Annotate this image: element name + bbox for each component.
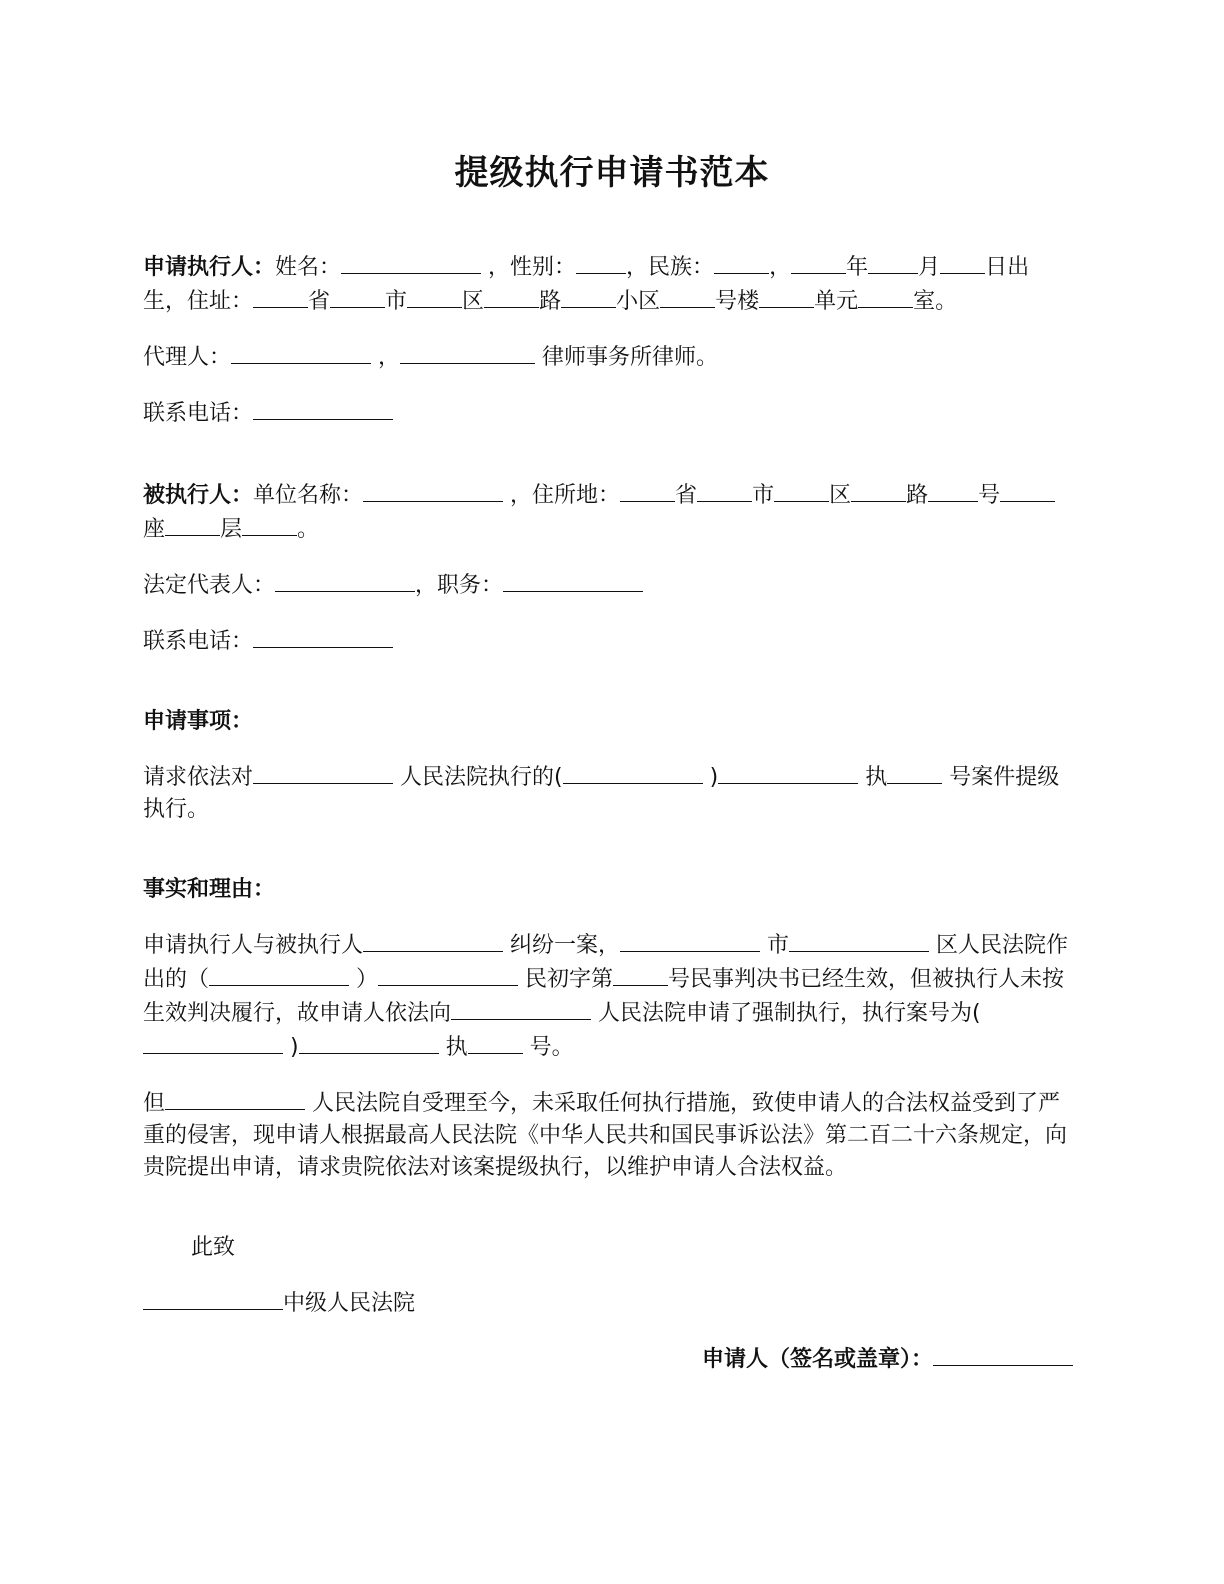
facts-text: 民初字第 (525, 967, 614, 992)
facts-text: 申请执行人与被执行人 (143, 933, 364, 958)
facts-text: 区人民法院作出的（ (143, 933, 1069, 992)
case-number-blank[interactable] (887, 760, 942, 784)
legal-rep-label: 法定代表人： (143, 573, 276, 598)
ethnicity-label: ，民族： (626, 255, 715, 280)
document-body (143, 250, 1073, 1376)
case-prefix-blank[interactable] (718, 760, 858, 784)
legal-rep-blank[interactable] (275, 568, 415, 592)
salutation: 此致 (191, 1235, 236, 1260)
phone-label: 联系电话： (143, 629, 254, 654)
road-blank[interactable] (484, 284, 539, 308)
year-label: 年 (846, 255, 869, 280)
respondent-phone-paragraph (143, 624, 1073, 658)
period: 。 (297, 517, 320, 542)
facts-text: ) (290, 1035, 299, 1060)
year-blank[interactable] (563, 760, 703, 784)
case-number-blank[interactable] (613, 962, 668, 986)
city-blank[interactable] (620, 928, 760, 952)
building-label: 号楼 (715, 289, 760, 314)
facts-text: 市 (767, 933, 790, 958)
respondent-paragraph (143, 478, 1073, 546)
matters-text: 执 (865, 765, 888, 790)
agent-name-blank[interactable] (231, 340, 371, 364)
comma: ， (769, 255, 792, 280)
court-blank[interactable] (165, 1086, 305, 1110)
facts-text: 人民法院自受理至今，未采取任何执行措施，致使申请人的合法权益受到了严重的侵害，现申请人根据最高人民法院《中华人民共和国民事诉讼法》第二百二十六条规定，向贵院提出申请，请求贵院依法对该案提级执行，以维护申请人合法权益。 (143, 1091, 1068, 1180)
province-blank[interactable] (620, 478, 675, 502)
matters-text: 请求依法对 (143, 765, 254, 790)
city-blank[interactable] (330, 284, 385, 308)
city-label: 市 (752, 483, 775, 508)
province-blank[interactable] (253, 284, 308, 308)
applicant-phone-blank[interactable] (253, 396, 393, 420)
birth-month-blank[interactable] (868, 250, 918, 274)
birth-address-label: 日出生，住址： (143, 255, 1030, 314)
year-blank[interactable] (209, 962, 349, 986)
unit-name-label: 单位名称： (253, 483, 364, 508)
year-blank[interactable] (143, 1030, 283, 1054)
unit-label: 单元 (814, 289, 859, 314)
district-label: 区 (829, 483, 852, 508)
building-blank[interactable] (660, 284, 715, 308)
district-blank[interactable] (789, 928, 929, 952)
matters-paragraph (143, 760, 1073, 826)
facts-text: ） (356, 967, 379, 992)
phone-label: 联系电话： (143, 401, 254, 426)
court-name-blank[interactable] (143, 1286, 283, 1310)
comma: ， (378, 345, 401, 370)
position-blank[interactable] (503, 568, 643, 592)
facts-text: 但 (143, 1091, 166, 1116)
court-blank[interactable] (253, 760, 393, 784)
applicant-phone-paragraph (143, 396, 1073, 430)
court-blank[interactable] (451, 996, 591, 1020)
unit-blank[interactable] (759, 284, 814, 308)
district-label: 区 (462, 289, 485, 314)
seat-blank[interactable] (1000, 478, 1055, 502)
birth-year-blank[interactable] (791, 250, 846, 274)
dispute-blank[interactable] (363, 928, 503, 952)
city-blank[interactable] (697, 478, 752, 502)
address-label: ，住所地： (510, 483, 621, 508)
room-label: 室。 (913, 289, 958, 314)
applicant-name-blank[interactable] (341, 250, 481, 274)
facts-heading: 事实和理由： (143, 877, 276, 902)
agent-label: 代理人： (143, 345, 232, 370)
signature-label: 申请人（签名或盖章）： (701, 1347, 933, 1372)
matters-heading: 申请事项： (143, 709, 254, 734)
matters-text: ) (709, 765, 719, 790)
gender-blank[interactable] (576, 250, 626, 274)
floor-number-blank[interactable] (242, 512, 297, 536)
signature-line (143, 1342, 1073, 1376)
respondent-label: 被执行人： (143, 483, 254, 508)
province-label: 省 (308, 289, 331, 314)
province-label: 省 (675, 483, 698, 508)
applicant-label: 申请执行人： (143, 255, 276, 280)
name-label: 姓名： (275, 255, 342, 280)
gender-label: ，性别： (488, 255, 577, 280)
city-label: 市 (385, 289, 408, 314)
law-firm-suffix: 律师事务所律师。 (542, 345, 719, 370)
floor-label: 层 (220, 517, 243, 542)
document-title: 提级执行申请书范本 (454, 153, 770, 193)
facts-text: 纠纷一案， (510, 933, 621, 958)
matters-text: 号案件提级执行。 (143, 765, 1060, 822)
seat-label: 座 (143, 517, 166, 542)
position-label: ，职务： (415, 573, 504, 598)
agent-paragraph (143, 340, 1073, 374)
number-label: 号 (978, 483, 1001, 508)
road-label: 路 (539, 289, 562, 314)
community-blank[interactable] (561, 284, 616, 308)
facts-paragraph-1 (143, 928, 1073, 1064)
case-prefix-blank[interactable] (299, 1030, 439, 1054)
road-label: 路 (906, 483, 929, 508)
court-line (143, 1286, 1073, 1320)
legal-rep-paragraph (143, 568, 1073, 602)
facts-text: 人民法院申请了强制执行，执行案号为( (598, 1001, 981, 1026)
floor-blank[interactable] (165, 512, 220, 536)
matters-text: 人民法院执行的( (400, 765, 563, 790)
facts-text: 执 (445, 1035, 468, 1060)
district-blank[interactable] (407, 284, 462, 308)
unit-name-blank[interactable] (363, 478, 503, 502)
community-label: 小区 (616, 289, 661, 314)
facts-paragraph-2 (143, 1086, 1073, 1184)
number-blank[interactable] (928, 478, 978, 502)
case-prefix-blank[interactable] (378, 962, 518, 986)
signature-blank[interactable] (933, 1342, 1073, 1366)
facts-text: 号。 (529, 1035, 574, 1060)
birth-day-blank[interactable] (940, 250, 985, 274)
road-blank[interactable] (851, 478, 906, 502)
court-label: 中级人民法院 (283, 1291, 416, 1316)
district-blank[interactable] (774, 478, 829, 502)
facts-text: 号民事判决书已经生效，但被执行人未按生效判决履行，故申请人依法向 (143, 967, 1065, 1026)
case-number-blank[interactable] (468, 1030, 523, 1054)
applicant-paragraph (143, 250, 1073, 318)
respondent-phone-blank[interactable] (253, 624, 393, 648)
law-firm-blank[interactable] (400, 340, 535, 364)
month-label: 月 (918, 255, 941, 280)
ethnicity-blank[interactable] (714, 250, 769, 274)
room-blank[interactable] (858, 284, 913, 308)
